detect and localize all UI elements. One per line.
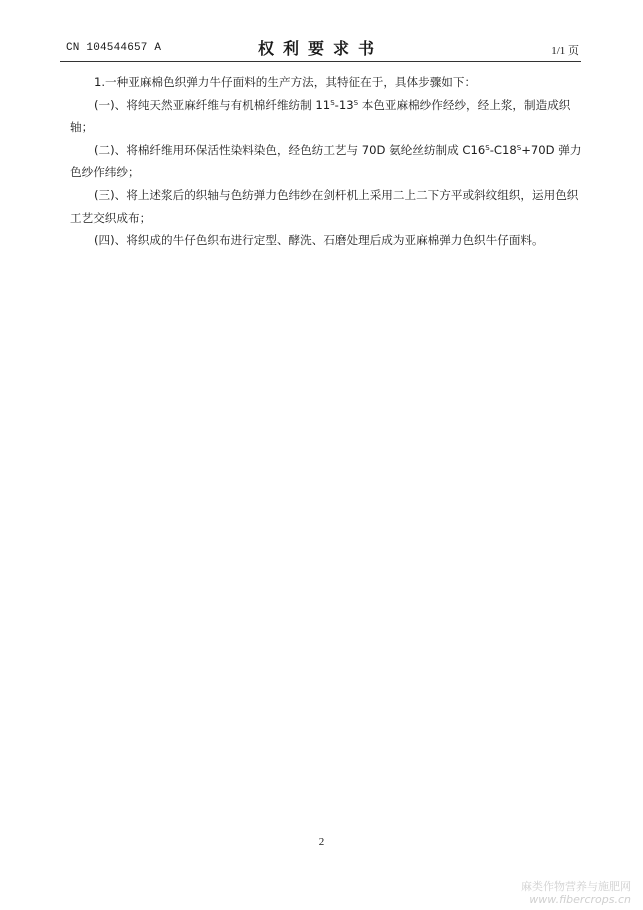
count-unit-sup: S <box>485 143 490 152</box>
claim-step-2-text-b: -C18 <box>489 142 517 157</box>
publication-number: CN 104544657 A <box>66 42 162 54</box>
page-header <box>60 34 581 60</box>
claim-step-1-text-b: -13 <box>334 97 354 112</box>
document-title: 权利要求书 <box>257 39 383 58</box>
watermark <box>521 880 631 906</box>
page-number: 2 <box>318 836 325 848</box>
header-divider <box>60 61 581 62</box>
watermark-site-name: 麻类作物营养与施肥网 <box>521 880 631 893</box>
count-unit-sup: S <box>353 98 359 107</box>
page-count: 1/1 页 <box>551 45 579 57</box>
claim-1-intro: 1.一种亚麻棉色织弹力牛仔面料的生产方法，其特征在于，具体步骤如下： <box>94 75 477 89</box>
claims-body <box>70 71 584 252</box>
watermark-url: www.fibercrops.cn <box>529 893 631 906</box>
claim-step-2-text-c: +70D 弹力色纱作纬纱； <box>70 142 582 180</box>
claim-step-3: (三)、将上述浆后的织轴与色纺弹力色纬纱在剑杆机上采用二上二下方平或斜纹组织，运用色织工艺交织成布； <box>70 187 579 225</box>
count-unit-sup: S <box>516 143 522 152</box>
claim-step-1-text-a: (一)、将纯天然亚麻纤维与有机棉纤维纺制 11 <box>94 97 331 112</box>
count-unit-sup: S <box>330 98 335 107</box>
claim-step-4: (四)、将织成的牛仔色织布进行定型、酵洗、石磨处理后成为亚麻棉弹力色织牛仔面料。 <box>94 233 544 248</box>
claim-step-1 <box>70 94 584 139</box>
claim-step-2-text-a: (二)、将棉纤维用环保活性染料染色，经色纺工艺与 70D 氨纶丝纺制成 C16 <box>94 142 486 157</box>
claim-step-2 <box>70 139 584 184</box>
claim-step-1-text-c: 本色亚麻棉纱作经纱，经上浆，制造成织轴； <box>70 97 571 135</box>
